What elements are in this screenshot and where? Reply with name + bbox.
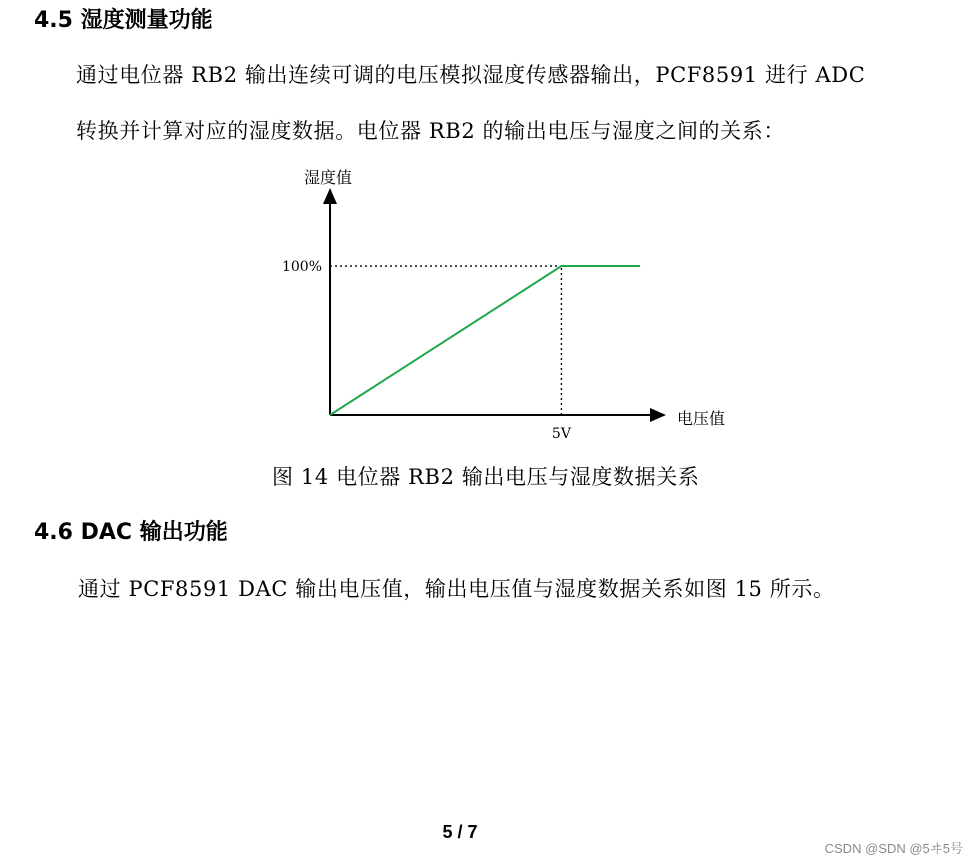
section-4-6-title: 4.6 DAC 输出功能 (34, 520, 228, 545)
section-4-5-paragraph-line-2: 转换并计算对应的湿度数据。电位器 RB2 的输出电压与湿度之间的关系： (76, 119, 785, 143)
section-4-5-title: 4.5 湿度测量功能 (34, 8, 213, 33)
x-axis-arrow-icon (650, 408, 666, 422)
figure-14-caption: 图 14 电位器 RB2 输出电压与湿度数据关系 (272, 465, 700, 489)
y-axis-arrow-icon (323, 188, 337, 204)
chart-svg (270, 155, 770, 450)
page-number: 5 / 7 (442, 822, 478, 842)
x-tick-label-5v: 5V (551, 426, 571, 442)
y-axis-label: 湿度值 (304, 168, 353, 187)
voltage-humidity-chart (270, 155, 770, 450)
x-axis-label: 电压值 (677, 409, 726, 428)
y-tick-label-100: 100% (281, 259, 322, 276)
section-4-5-paragraph-line-1: 通过电位器 RB2 输出连续可调的电压模拟湿度传感器输出，PCF8591 进行 ADC (76, 63, 866, 87)
csdn-watermark: CSDN @SDN @5ヰ5号 (824, 841, 963, 856)
section-4-6-paragraph: 通过 PCF8591 DAC 输出电压值，输出电压值与湿度数据关系如图 15 所示。 (78, 577, 835, 601)
humidity-series-line (330, 266, 640, 415)
